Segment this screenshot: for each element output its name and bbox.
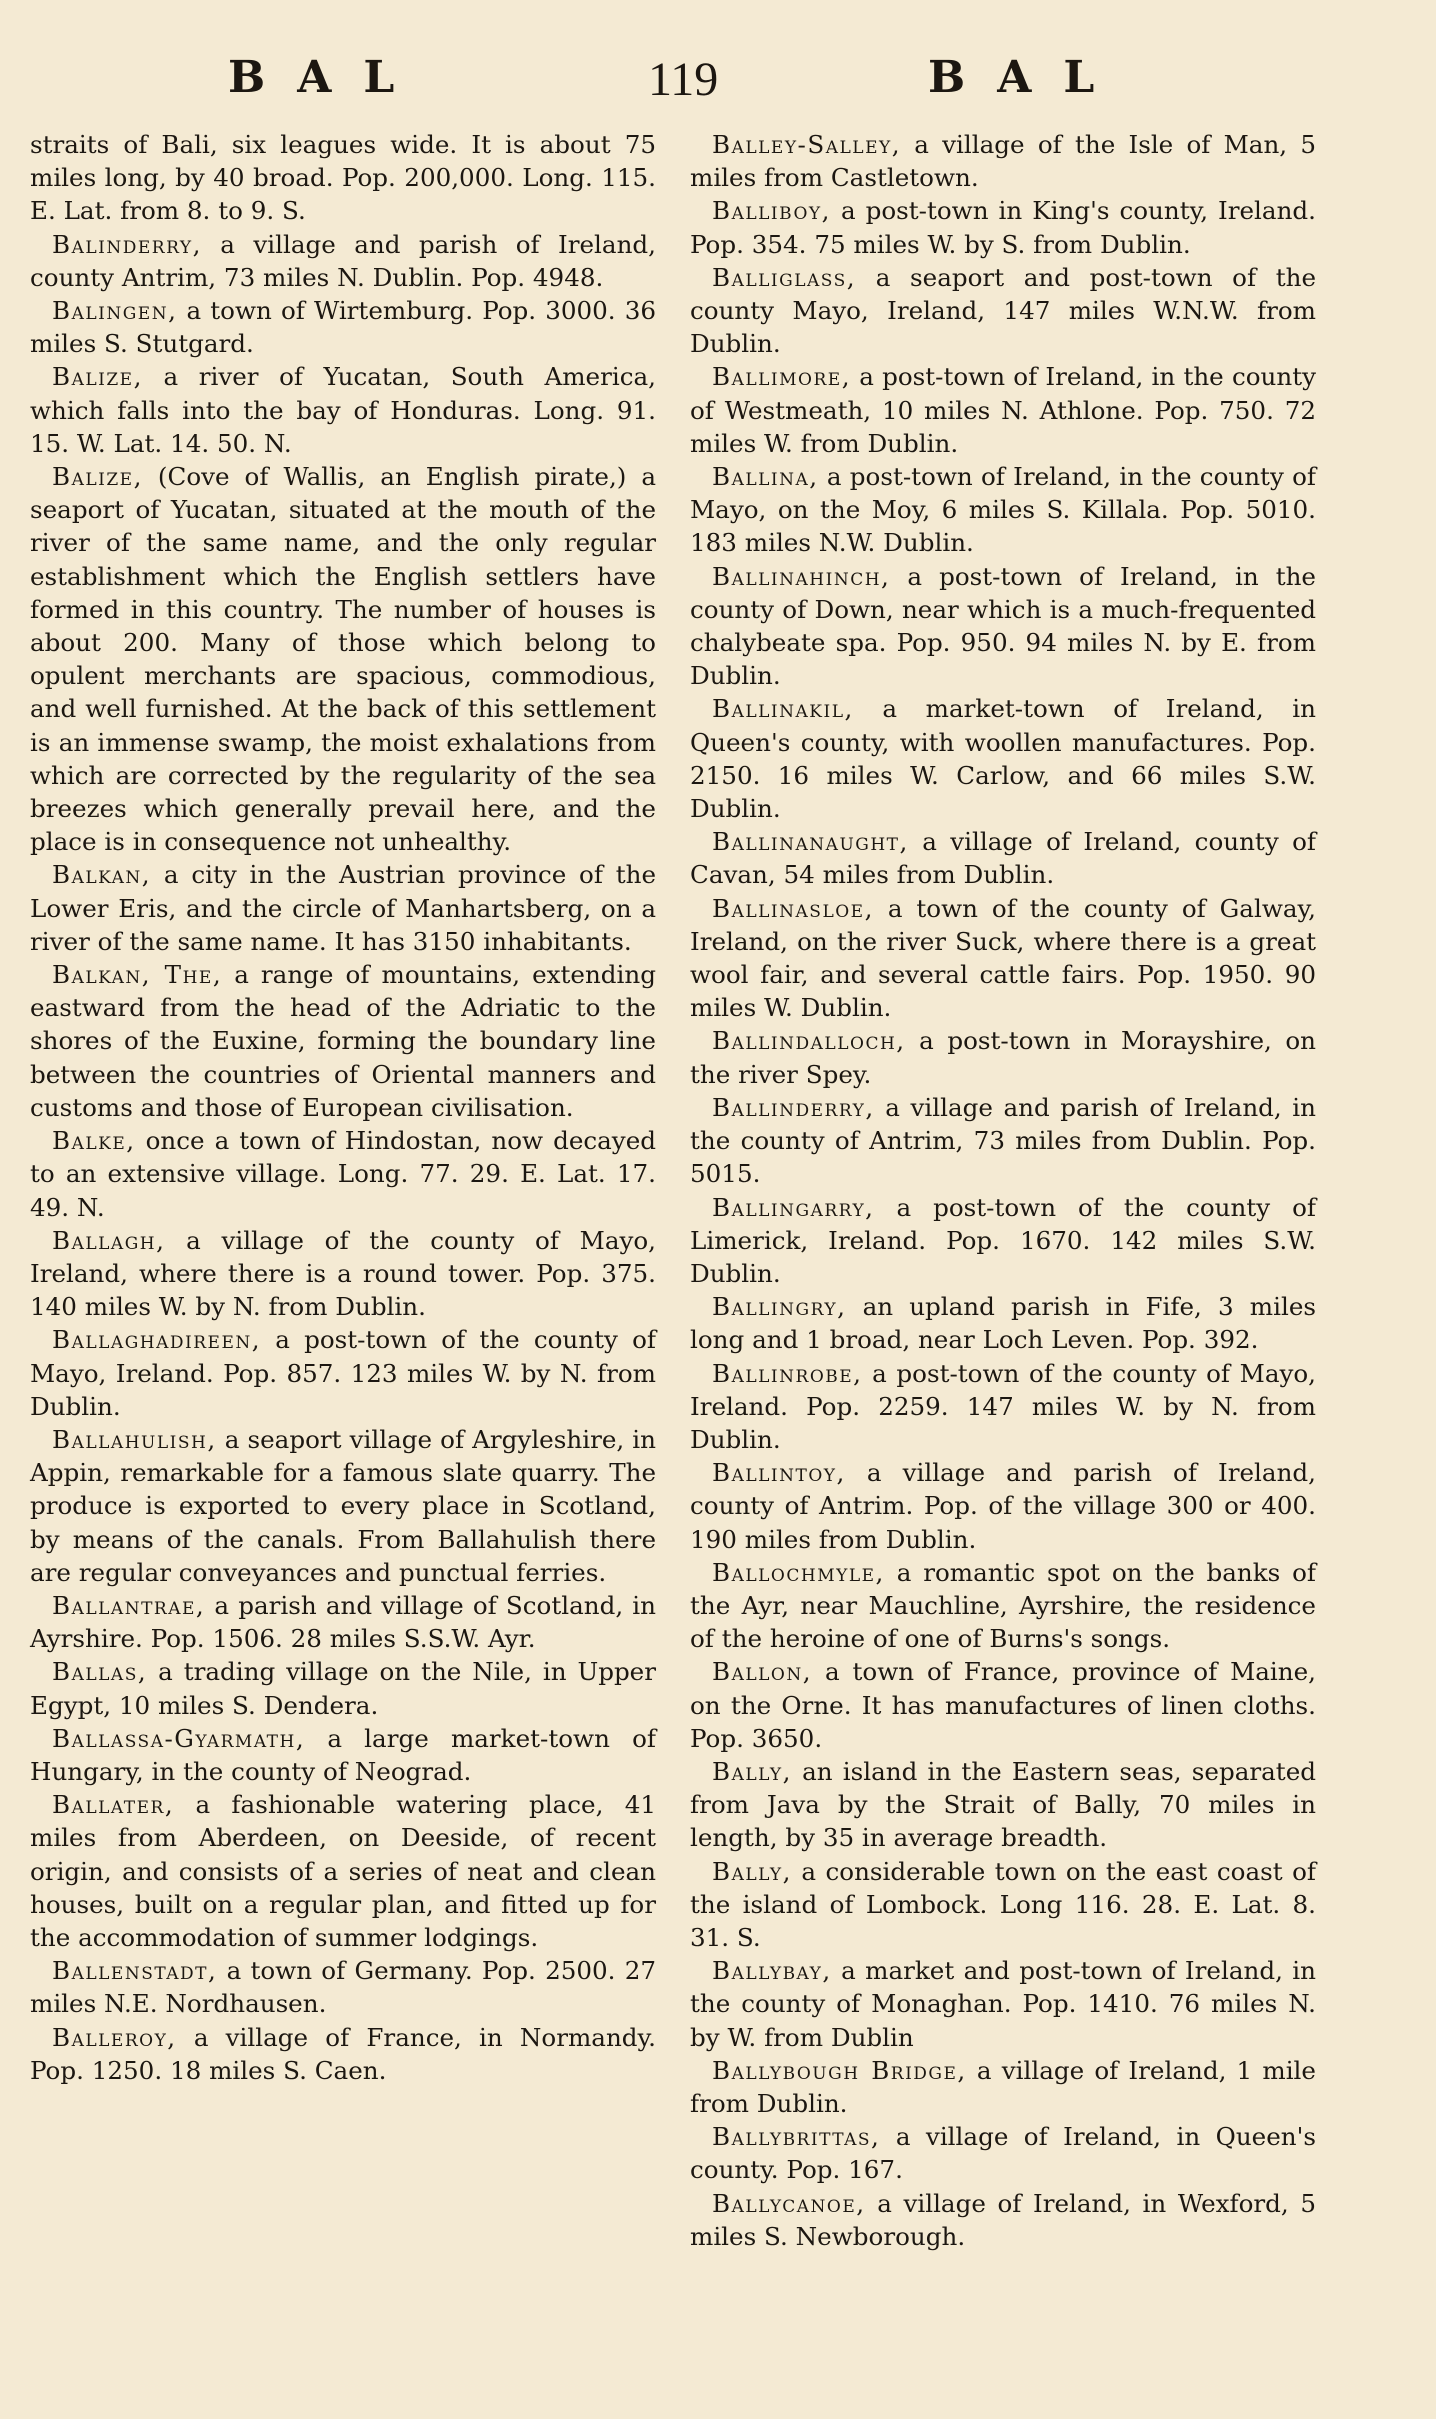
header-right-guide-word: BAL bbox=[928, 52, 1127, 103]
entry-text: a village of Ireland, 1 mile from Dublin. bbox=[690, 2055, 1316, 2118]
gazetteer-entry bbox=[690, 1755, 1316, 1855]
gazetteer-entry bbox=[30, 1722, 656, 1788]
gazetteer-entry bbox=[690, 360, 1316, 460]
entry-headword: Balley-Salley, bbox=[712, 130, 902, 159]
entry-text: a seaport village of Argyleshire, in Appin, remarkable for a famous slate quarry. The produce is exported to every place in Scotland, by means of the canals. From Ballahulish there are regular conveyances and punctual ferries. bbox=[30, 1424, 656, 1587]
entry-headword: Ballaghadireen, bbox=[52, 1325, 262, 1355]
entry-text: a river of Yucatan, South America, which falls into the bay of Honduras. Long. 91. 15. W. Lat. 14. 50. N. bbox=[30, 362, 656, 458]
entry-headword: Ballagh, bbox=[52, 1225, 166, 1255]
entry-text: a town of Germany. Pop. 2500. 27 miles N.E. Nordhausen. bbox=[30, 1956, 657, 2019]
running-header bbox=[0, 52, 1436, 122]
entry-headword: Balinderry, bbox=[52, 229, 202, 259]
gazetteer-entry bbox=[690, 825, 1316, 891]
entry-text: (Cove of Wallis, an English pirate,) a seaport of Yucatan, situated at the mouth of the river of the same name, and the only regular establishment which the English settlers have formed in this country. The number of houses is about 200. Many of those which belong to opulent merchants are spacious, commodious, and well furnished. At the back of this settlement is an immense swamp, the moist exhalations from which are corrected by the regularity of the sea breezes which generally prevail here, and the place is in consequence not unhealthy. bbox=[30, 462, 657, 857]
gazetteer-entry bbox=[690, 692, 1316, 825]
entry-headword: Ballenstadt, bbox=[52, 1956, 218, 1986]
entry-text: a fashionable watering place, 41 miles from Aberdeen, on Deeside, of recent origin, and consists of a series of neat and clean houses, built on a regular plan, and fitted up for the accommodation of summer lodgings. bbox=[30, 1790, 656, 1952]
gazetteer-entry bbox=[690, 1357, 1316, 1457]
gazetteer-entry bbox=[30, 958, 656, 1124]
entry-text: a range of mountains, extending eastward from the head of the Adriatic to the shores of the Euxine, forming the boundary line between the countries of Oriental manners and customs and those of European civilisation. bbox=[30, 960, 656, 1122]
entry-headword: Ballimore, bbox=[712, 362, 852, 392]
gazetteer-entry bbox=[30, 1589, 656, 1655]
entry-text: an island in the Eastern seas, separated from Java by the Strait of Bally, 70 miles in length, by 35 in average breadth. bbox=[690, 1756, 1316, 1853]
gazetteer-entry bbox=[30, 228, 656, 294]
entry-text: a town of Wirtemburg. Pop. 3000. 36 miles S. Stutgard. bbox=[30, 296, 656, 359]
entry-text: a village of Ireland, in Wexford, 5 miles S. Newborough. bbox=[690, 2188, 1316, 2251]
gazetteer-entry bbox=[690, 1954, 1316, 2054]
entry-text: a post-town in King's county, Ireland. Pop. 354. 75 miles W. by S. from Dublin. bbox=[690, 196, 1316, 259]
gazetteer-entry bbox=[30, 1423, 656, 1589]
entry-text: a city in the Austrian province of the Lower Eris, and the circle of Manhartsberg, on a river of the same name. It has 3150 inhabitants. bbox=[30, 860, 656, 956]
entry-headword: Ballinasloe, bbox=[712, 893, 874, 923]
entry-text: a town of the county of Galway, Ireland, on the river Suck, where there is a great wool fair, and several cattle fairs. Pop. 1950. 90 miles W. Dublin. bbox=[690, 893, 1316, 1023]
entry-headword: Ballindalloch, bbox=[712, 1026, 906, 1056]
entry-text: a village of the Isle of Man, 5 miles from Castletown. bbox=[690, 130, 1316, 193]
gazetteer-entry bbox=[30, 2021, 656, 2087]
entry-text: a village of Ireland, in Queen's county. Pop. 167. bbox=[690, 2122, 1316, 2185]
gazetteer-entry bbox=[690, 2187, 1316, 2253]
gazetteer-entry bbox=[30, 1224, 656, 1324]
entry-headword: Ballingarry, bbox=[712, 1192, 875, 1222]
entry-text: a trading village on the Nile, in Upper Egypt, 10 miles S. Dendera. bbox=[30, 1657, 656, 1720]
gazetteer-entry bbox=[30, 1954, 656, 2020]
entry-headword: Ballina, bbox=[712, 462, 819, 492]
entry-headword: Balliglass, bbox=[712, 262, 857, 292]
entry-headword: Ballon, bbox=[712, 1657, 813, 1687]
entry-text: a post-town of the county of Mayo, Ireland. Pop. 2259. 147 miles W. by N. from Dublin. bbox=[690, 1358, 1316, 1454]
entry-text: an upland parish in Fife, 3 miles long and 1 broad, near Loch Leven. Pop. 392. bbox=[690, 1292, 1316, 1355]
gazetteer-entry bbox=[690, 128, 1316, 194]
entry-text: a village and parish of Ireland, county Antrim, 73 miles N. Dublin. Pop. 4948. bbox=[30, 229, 656, 292]
entry-text: a post-town in Morayshire, on the river Spey. bbox=[690, 1026, 1316, 1089]
entry-headword: Ballas, bbox=[52, 1657, 148, 1687]
entry-headword: Ballassa-Gyarmath, bbox=[52, 1723, 306, 1753]
left-column bbox=[30, 128, 656, 2087]
gazetteer-entry bbox=[30, 1323, 656, 1423]
entry-headword: Ballochmyle, bbox=[712, 1557, 885, 1587]
entry-text: straits of Bali, six leagues wide. It is about 75 miles long, by 40 broad. Pop. 200,000. Long. 115. E. Lat. from 8. to 9. S. bbox=[30, 130, 656, 226]
entry-headword: Ballycanoe, bbox=[712, 2188, 866, 2218]
entry-headword: Balize, bbox=[52, 362, 143, 392]
entry-headword: Balingen, bbox=[52, 296, 178, 326]
entry-text: a post-town of Ireland, in the county of Westmeath, 10 miles N. Athlone. Pop. 750. 72 miles W. from Dublin. bbox=[690, 362, 1316, 458]
gazetteer-entry bbox=[690, 460, 1316, 560]
entry-headword: Ballingry, bbox=[712, 1292, 847, 1322]
entry-headword: Ballybrittas, bbox=[712, 2122, 881, 2152]
gazetteer-entry bbox=[30, 858, 656, 958]
entry-headword: Ballinderry, bbox=[712, 1092, 875, 1122]
entry-text: a village of France, in Normandy. Pop. 1250. 18 miles S. Caen. bbox=[30, 2022, 656, 2085]
gazetteer-entry bbox=[30, 1124, 656, 1224]
entry-text: a romantic spot on the banks of the Ayr, near Mauchline, Ayrshire, the residence of the heroine of one of Burns's songs. bbox=[690, 1557, 1316, 1654]
gazetteer-entry bbox=[690, 1456, 1316, 1556]
gazetteer-entry bbox=[690, 1855, 1316, 1955]
gazetteer-entry bbox=[690, 892, 1316, 1025]
gazetteer-entry bbox=[690, 560, 1316, 693]
gazetteer-entry bbox=[30, 1788, 656, 1954]
entry-headword: Balkan, bbox=[52, 860, 152, 890]
gazetteer-entry bbox=[690, 1191, 1316, 1291]
gazetteer-entry bbox=[30, 128, 656, 228]
entry-headword: Balize, bbox=[52, 462, 143, 492]
entry-headword: Ballahulish, bbox=[52, 1424, 217, 1454]
entry-text: a post-town of Ireland, in the county of Mayo, on the Moy, 6 miles S. Killala. Pop. 5010. 183 miles N.W. Dublin. bbox=[690, 462, 1316, 558]
entry-headword: Ballinanaught, bbox=[712, 827, 909, 857]
right-column bbox=[690, 128, 1316, 2253]
entry-text: a seaport and post-town of the county Mayo, Ireland, 147 miles W.N.W. from Dublin. bbox=[690, 262, 1316, 359]
entry-text: a market-town of Ireland, in Queen's county, with woollen manufactures. Pop. 2150. 16 miles W. Carlow, and 66 miles S.W. Dublin. bbox=[690, 694, 1316, 824]
entry-text: a post-town of the county of Mayo, Ireland. Pop. 857. 123 miles W. by N. from Dublin. bbox=[30, 1325, 656, 1421]
gazetteer-entry bbox=[690, 2054, 1316, 2120]
gazetteer-entry bbox=[30, 1655, 656, 1721]
entry-headword: Ballinahinch, bbox=[712, 561, 891, 591]
entry-headword: Bally, bbox=[712, 1756, 792, 1786]
entry-headword: Balkan, The, bbox=[52, 960, 223, 990]
entry-text: a village and parish of Ireland, county of Antrim. Pop. of the village 300 or 400. 190 miles from Dublin. bbox=[690, 1458, 1316, 1554]
header-left-guide-word: BAL bbox=[228, 52, 427, 103]
entry-text: a parish and village of Scotland, in Ayrshire. Pop. 1506. 28 miles S.S.W. Ayr. bbox=[30, 1590, 656, 1654]
entry-headword: Balke, bbox=[52, 1126, 136, 1156]
entry-text: a village of the county of Mayo, Ireland, where there is a round tower. Pop. 375. 140 miles W. by N. from Dublin. bbox=[30, 1225, 657, 1322]
entry-text: a large market-town of Hungary, in the county of Neograd. bbox=[30, 1723, 656, 1786]
entry-headword: Ballater, bbox=[52, 1790, 175, 1820]
gazetteer-entry bbox=[690, 1556, 1316, 1656]
entry-headword: Ballinrobe, bbox=[712, 1358, 863, 1388]
gazetteer-entry bbox=[690, 2120, 1316, 2186]
entry-text: a market and post-town of Ireland, in the county of Monaghan. Pop. 1410. 76 miles N. by W. from Dublin bbox=[690, 1956, 1316, 2052]
entry-headword: Balleroy, bbox=[52, 2022, 177, 2052]
gazetteer-entry bbox=[690, 261, 1316, 361]
entry-text: a post-town of the county of Limerick, Ireland. Pop. 1670. 142 miles S.W. Dublin. bbox=[690, 1192, 1316, 1288]
entry-headword: Bally, bbox=[712, 1856, 792, 1886]
entry-text: a village of Ireland, county of Cavan, 54 miles from Dublin. bbox=[690, 827, 1316, 890]
gazetteer-entry bbox=[30, 294, 656, 360]
entry-text: a considerable town on the east coast of the island of Lombock. Long 116. 28. E. Lat. 8. 31. S. bbox=[690, 1856, 1316, 1952]
entry-headword: Ballintoy, bbox=[712, 1458, 846, 1488]
entry-headword: Balliboy, bbox=[712, 196, 831, 226]
entry-headword: Ballybough Bridge, bbox=[712, 2055, 967, 2085]
gazetteer-entry bbox=[690, 1655, 1316, 1755]
gazetteer-entry bbox=[690, 1290, 1316, 1356]
entry-text: a village and parish of Ireland, in the county of Antrim, 73 miles from Dublin. Pop. 5015. bbox=[690, 1092, 1316, 1189]
entry-text: a town of France, province of Maine, on the Orne. It has manufactures of linen cloths. Pop. 3650. bbox=[690, 1657, 1317, 1753]
gazetteer-entry bbox=[690, 1091, 1316, 1191]
entry-headword: Ballybay, bbox=[712, 1956, 832, 1986]
entry-text: once a town of Hindostan, now decayed to an extensive village. Long. 77. 29. E. Lat. 17. 49. N. bbox=[30, 1126, 656, 1222]
entry-text: a post-town of Ireland, in the county of Down, near which is a much-frequented chalybeate spa. Pop. 950. 94 miles N. by E. from Dublin. bbox=[690, 561, 1316, 691]
entry-headword: Ballinakil, bbox=[712, 694, 854, 724]
gazetteer-entry bbox=[690, 1024, 1316, 1090]
gazetteer-entry bbox=[30, 460, 656, 858]
page-number: 119 bbox=[648, 53, 719, 106]
gazetteer-entry bbox=[690, 194, 1316, 260]
gazetteer-entry bbox=[30, 360, 656, 460]
entry-headword: Ballantrae, bbox=[52, 1590, 206, 1620]
